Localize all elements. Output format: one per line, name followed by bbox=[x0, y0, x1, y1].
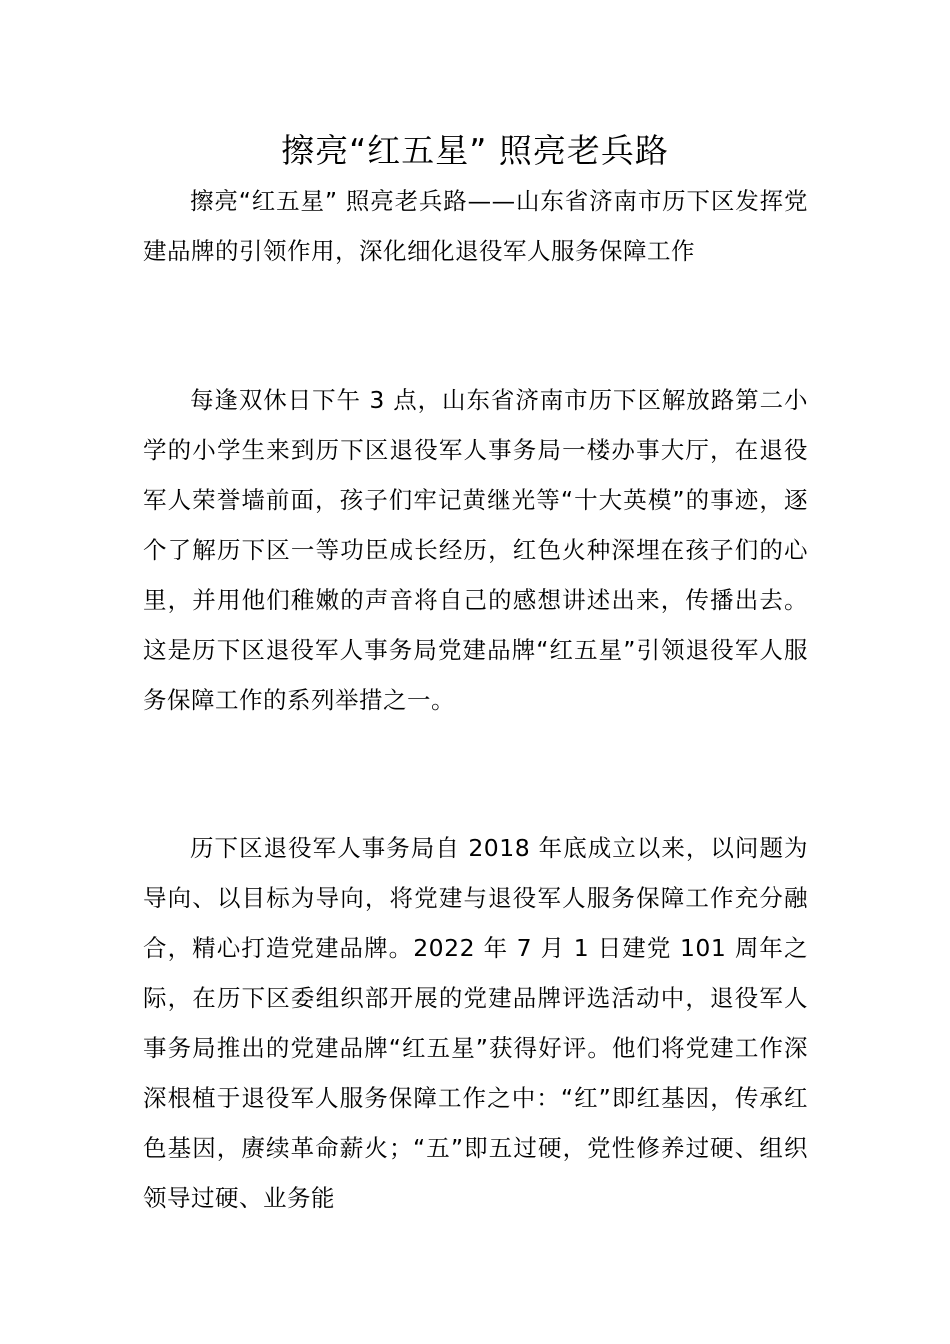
paragraph-subtitle: 擦亮“红五星” 照亮老兵路——山东省济南市历下区发挥党建品牌的引领作用，深化细化退役军人服务保障工作 bbox=[143, 187, 808, 265]
paragraph-intro: 每逢双休日下午 3 点，山东省济南市历下区解放路第二小学的小学生来到历下区退役军人事务局一楼办事大厅，在退役军人荣誉墙前面，孩子们牢记黄继光等“十大英模”的事迹，逐个了解历下区一等功臣成长经历，红色火种深埋在孩子们的心里，并用他们稚嫩的声音将自己的感想讲述出来，传播出去。这是历下区退役军人事务局党建品牌“红五星”引领退役军人服务保障工作的系列举措之一。 bbox=[143, 386, 808, 714]
document-title: 擦亮“红五星” 照亮老兵路 bbox=[281, 131, 669, 170]
paragraph-body: 历下区退役军人事务局自 2018 年底成立以来，以问题为导向、以目标为导向，将党建与退役军人服务保障工作充分融合，精心打造党建品牌。2022 年 7 月 1 日建党 101 周年之际，在历下区委组织部开展的党建品牌评选活动中，退役军人事务局推出的党建品牌“红五星”获得好评。他们将党建工作深深根植于退役军人服务保障工作之中：“红”即红基因，传承红色基因，赓续革命薪火；“五”即五过硬，党性修养过硬、组织领导过硬、业务能 bbox=[143, 834, 808, 1212]
